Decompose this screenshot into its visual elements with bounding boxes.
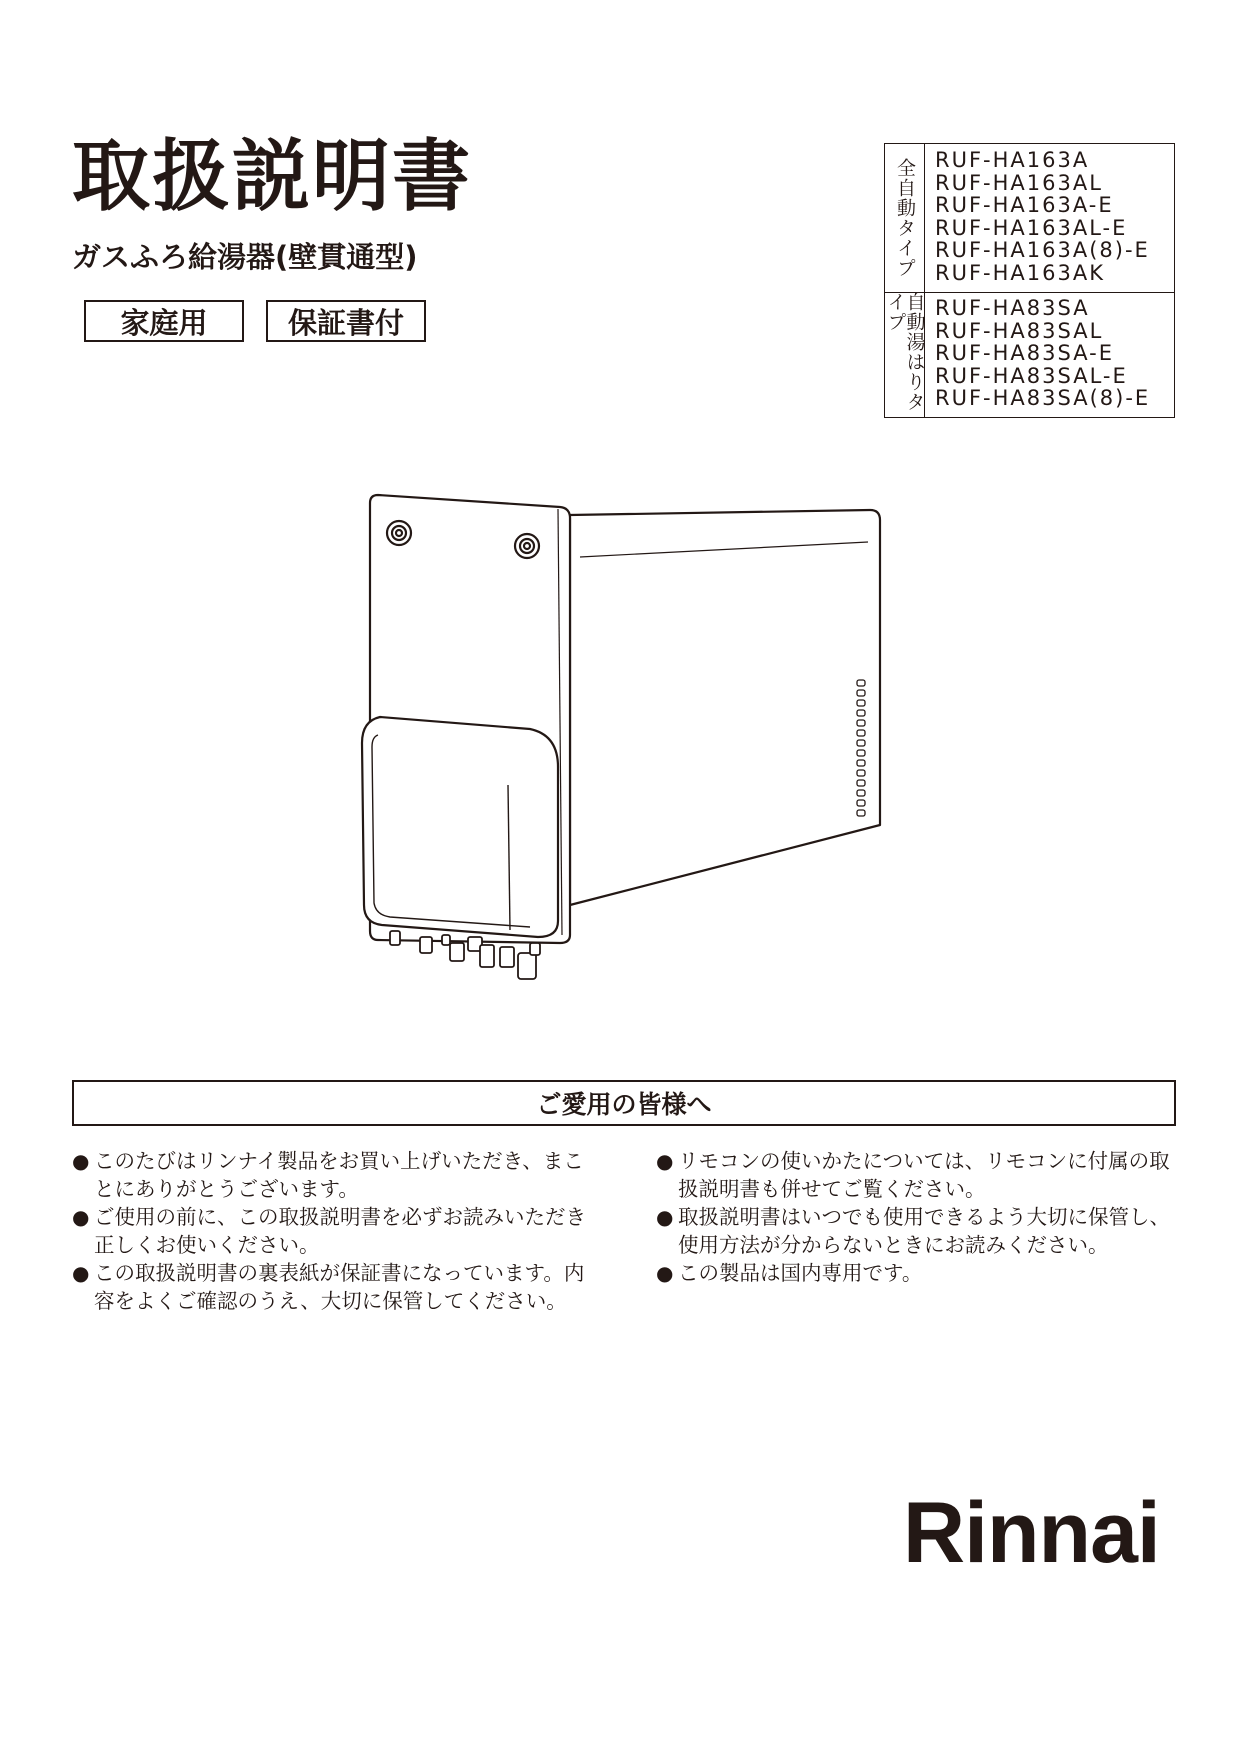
model-number: RUF-HA163A: [935, 148, 1090, 172]
bullet-icon: ●: [72, 1149, 90, 1173]
model-number: RUF-HA163AK: [935, 260, 1105, 285]
notice-item: ● この製品は国内専用です。: [656, 1261, 923, 1285]
model-group-label: 自動湯はりタイプ: [884, 292, 926, 412]
bullet-icon: ●: [656, 1205, 674, 1229]
model-group-full-auto: [885, 144, 1174, 293]
notice-item: ● このたびはリンナイ製品をお買い上げいただき、まことにありがとうございます。: [72, 1149, 584, 1201]
model-group-label: 全自動タイプ: [894, 158, 916, 278]
model-number: RUF-HA163AL: [935, 170, 1103, 195]
model-table: [884, 143, 1175, 418]
model-number: RUF-HA83SAL: [935, 318, 1104, 343]
document-title: 取扱説明書: [72, 132, 473, 222]
badge-warranty: 保証書付: [266, 300, 426, 342]
rinnai-logo: Rinnai: [903, 1485, 1160, 1581]
bullet-icon: ●: [72, 1261, 90, 1285]
water-heater-illustration: [350, 485, 900, 995]
badge-home-use: 家庭用: [84, 300, 244, 342]
notice-item: ● この取扱説明書の裏表紙が保証書になっています。内容をよくご確認のうえ、大切に保管してください。: [72, 1261, 585, 1313]
notice-heading: ご愛用の皆様へ: [72, 1080, 1176, 1126]
model-number: RUF-HA83SAL-E: [935, 363, 1128, 388]
bullet-icon: ●: [72, 1205, 90, 1229]
notice-item: ● 取扱説明書はいつでも使用できるよう大切に保管し、使用方法が分からないときにお読みください。: [656, 1205, 1170, 1257]
bullet-icon: ●: [656, 1261, 674, 1285]
notice-item: ● リモコンの使いかたについては、リモコンに付属の取扱説明書も併せてご覧ください。: [656, 1149, 1170, 1201]
model-group-auto-fill: [885, 292, 1174, 418]
model-number: RUF-HA163A(8)-E: [935, 238, 1150, 262]
model-number: RUF-HA83SA: [935, 296, 1090, 320]
model-number: RUF-HA163AL-E: [935, 215, 1128, 240]
bullet-icon: ●: [656, 1149, 674, 1173]
notice-column-left: [72, 1147, 602, 1315]
document-subtitle: ガスふろ給湯器(壁貫通型): [72, 240, 418, 274]
notice-item: ● ご使用の前に、この取扱説明書を必ずお読みいただき正しくお使いください。: [72, 1205, 586, 1257]
model-number: RUF-HA83SA(8)-E: [935, 386, 1151, 410]
notice-column-right: [656, 1147, 1186, 1287]
model-number: RUF-HA163A-E: [935, 193, 1114, 217]
model-number: RUF-HA83SA-E: [935, 341, 1114, 365]
